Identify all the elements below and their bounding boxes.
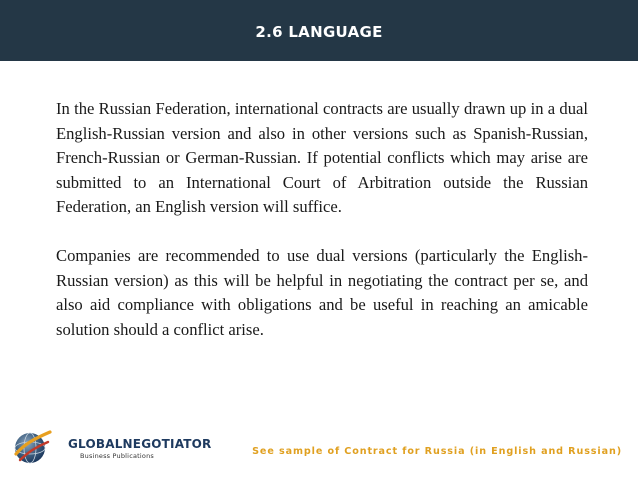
logo-name: GLOBALNEGOTIATOR: [68, 437, 212, 451]
globalnegotiator-logo[interactable]: [10, 424, 210, 468]
content-body: [56, 97, 588, 342]
logo-subtitle: Business Publications: [80, 452, 154, 460]
page-title: 2.6 LANGUAGE: [255, 22, 383, 41]
sample-contract-link[interactable]: See sample of Contract for Russia (in English and Russian): [252, 446, 622, 457]
paragraph-2: Companies are recommended to use dual versions (particularly the English-Russian version) as this will be helpful in negotiating the contract per se, and also aid compliance with obligations and be useful in reaching an amicable solution should a conflict arise.: [56, 245, 588, 339]
paragraph-1: In the Russian Federation, international contracts are usually drawn up in a dual English-Russian version and also in other versions such as Spanish-Russian, French-Russian or German-Russian. If potential conflicts which may arise are submitted to an International Court of Arbitration outside the Russian Federation, an English version will suffice.: [56, 99, 588, 217]
globe-logo-icon: [10, 424, 54, 468]
header-bar: [0, 0, 638, 61]
